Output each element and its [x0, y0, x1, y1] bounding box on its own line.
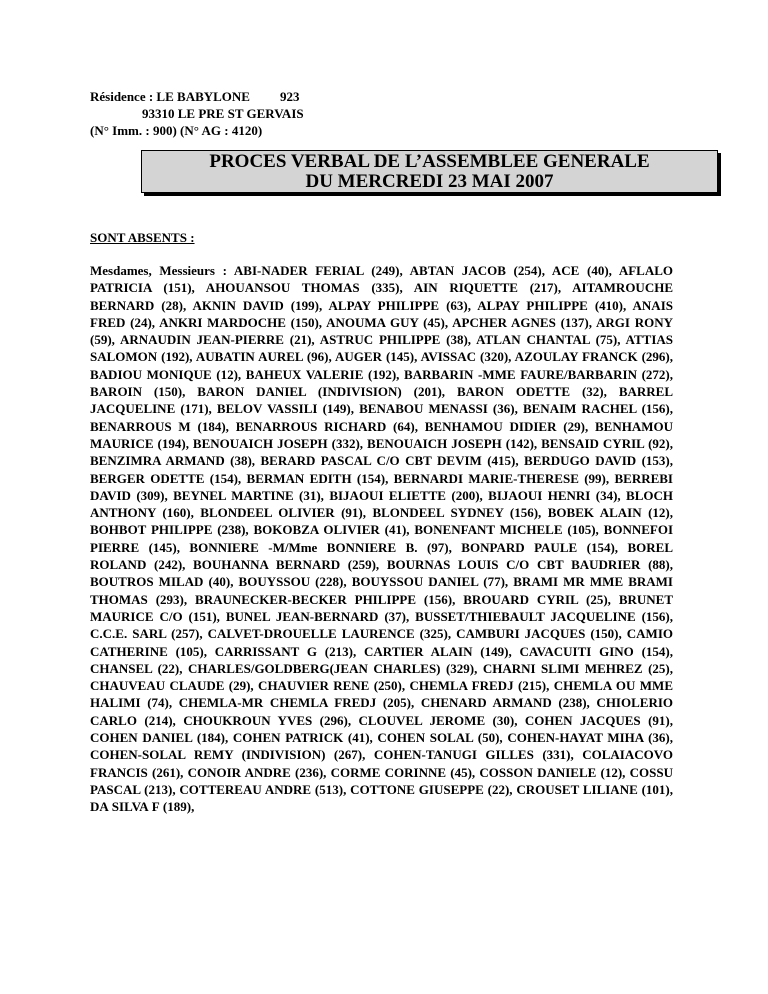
residence-references: (N° Imm. : 900) (N° AG : 4120)	[90, 123, 263, 138]
absent-list-paragraph: Mesdames, Messieurs : ABI-NADER FERIAL (249), ABTAN JACOB (254), ACE (40), AFLALO PATRICIA (151), AHOUANSOU THOMAS (335), AIN RIQUETTE (217), AITAMROUCHE BERNARD (28), AKNIN DAVID (199), ALPAY PHILIPPE (63), ALPAY PHILIPPE (410), ANAIS FRED (24), ANKRI MARDOCHE (150), ANOUMA GUY (45), APCHER AGNES (137), ARGI RONY (59), ARNAUDIN JEAN-PIERRE (21), ASTRUC PHILIPPE (38), ATLAN CHANTAL (75), ATTIAS SALOMON (192), AUBATIN AUREL (96), AUGER (145), AVISSAC (320), AZOULAY FRANCK (296), BADIOU MONIQUE (12), BAHEUX VALERIE (192), BARBARIN -MME FAURE/BARBARIN (272), BAROIN (150), BARON DANIEL (INDIVISION) (201), BARON ODETTE (32), BARREL JACQUELINE (171), BELOV VASSILI (149), BENABOU MENASSI (36), BENAIM RACHEL (156), BENARROUS M (184), BENARROUS RICHARD (64), BENHAMOU DIDIER (29), BENHAMOU MAURICE (194), BENOUAICH JOSEPH (332), BENOUAICH JOSEPH (142), BENSAID CYRIL (92), BENZIMRA ARMAND (38), BERARD PASCAL C/O CBT DEVIM (415), BERDUGO DAVID (153), BERGER ODETTE (154), BERMAN EDITH (154), BERNARDI MARIE-THERESE (99), BERREBI DAVID (309), BEYNEL MARTINE (31), BIJAOUI ELIETTE (200), BIJAOUI HENRI (34), BLOCH ANTHONY (160), BLONDEEL OLIVIER (91), BLONDEEL SYDNEY (156), BOBEK ALAIN (12), BOHBOT PHILIPPE (238), BOKOBZA OLIVIER (41), BONENFANT MICHELE (105), BONNEFOI PIERRE (145), BONNIERE -M/Mme BONNIERE B. (97), BONPARD PAULE (154), BOREL ROLAND (242), BOUHANNA BERNARD (259), BOURNAS LOUIS C/O CBT BAUDRIER (88), BOUTROS MILAD (40), BOUYSSOU (228), BOUYSSOU DANIEL (77), BRAMI MR MME BRAMI THOMAS (293), BRAUNECKER-BECKER PHILIPPE (156), BROUARD CYRIL (25), BRUNET MAURICE C/O (151), BUNEL JEAN-BERNARD (37), BUSSET/THIEBAULT JACQUELINE (156), C.C.E. SARL (257), CALVET-DROUELLE LAURENCE (325), CAMBURI JACQUES (150), CAMIO CATHERINE (105), CARRISSANT G (213), CARTIER ALAIN (149), CAVACUITI GINO (154), CHANSEL (22), CHARLES/GOLDBERG(JEAN CHARLES) (329), CHARNI SLIMI MEHREZ (25), CHAUVEAU CLAUDE (29), CHAUVIER RENE (250), CHEMLA FREDJ (215), CHEMLA OU MME HALIMI (74), CHEMLA-MR CHEMLA FREDJ (205), CHENARD ARMAND (238), CHIOLERIO CARLO (214), CHOUKROUN YVES (296), CLOUVEL JEROME (30), COHEN JACQUES (91), COHEN DANIEL (184), COHEN PATRICK (41), COHEN SOLAL (50), COHEN-HAYAT MIHA (36), COHEN-SOLAL REMY (INDIVISION) (267), COHEN-TANUGI GILLES (331), COLAIACOVO FRANCIS (261), CONOIR ANDRE (236), CORME CORINNE (45), COSSON DANIELE (12), COSSU PASCAL (213), COTTEREAU ANDRE (513), COTTONE GIUSEPPE (22), CROUSET LILIANE (101), DA SILVA F (189),	[90, 263, 673, 815]
document-title-line-2: DU MERCREDI 23 MAI 2007	[305, 171, 554, 192]
residence-address-block	[90, 88, 304, 139]
residence-city: 93310 LE PRE ST GERVAIS	[142, 106, 304, 121]
residence-line	[90, 88, 304, 105]
document-title-box	[141, 150, 718, 193]
residence-number: 923	[280, 89, 300, 104]
absent-section-heading: SONT ABSENTS :	[90, 230, 195, 245]
residence-name: Résidence : LE BABYLONE	[90, 89, 250, 104]
document-title-line-1: PROCES VERBAL DE L’ASSEMBLEE GENERALE	[209, 151, 650, 172]
